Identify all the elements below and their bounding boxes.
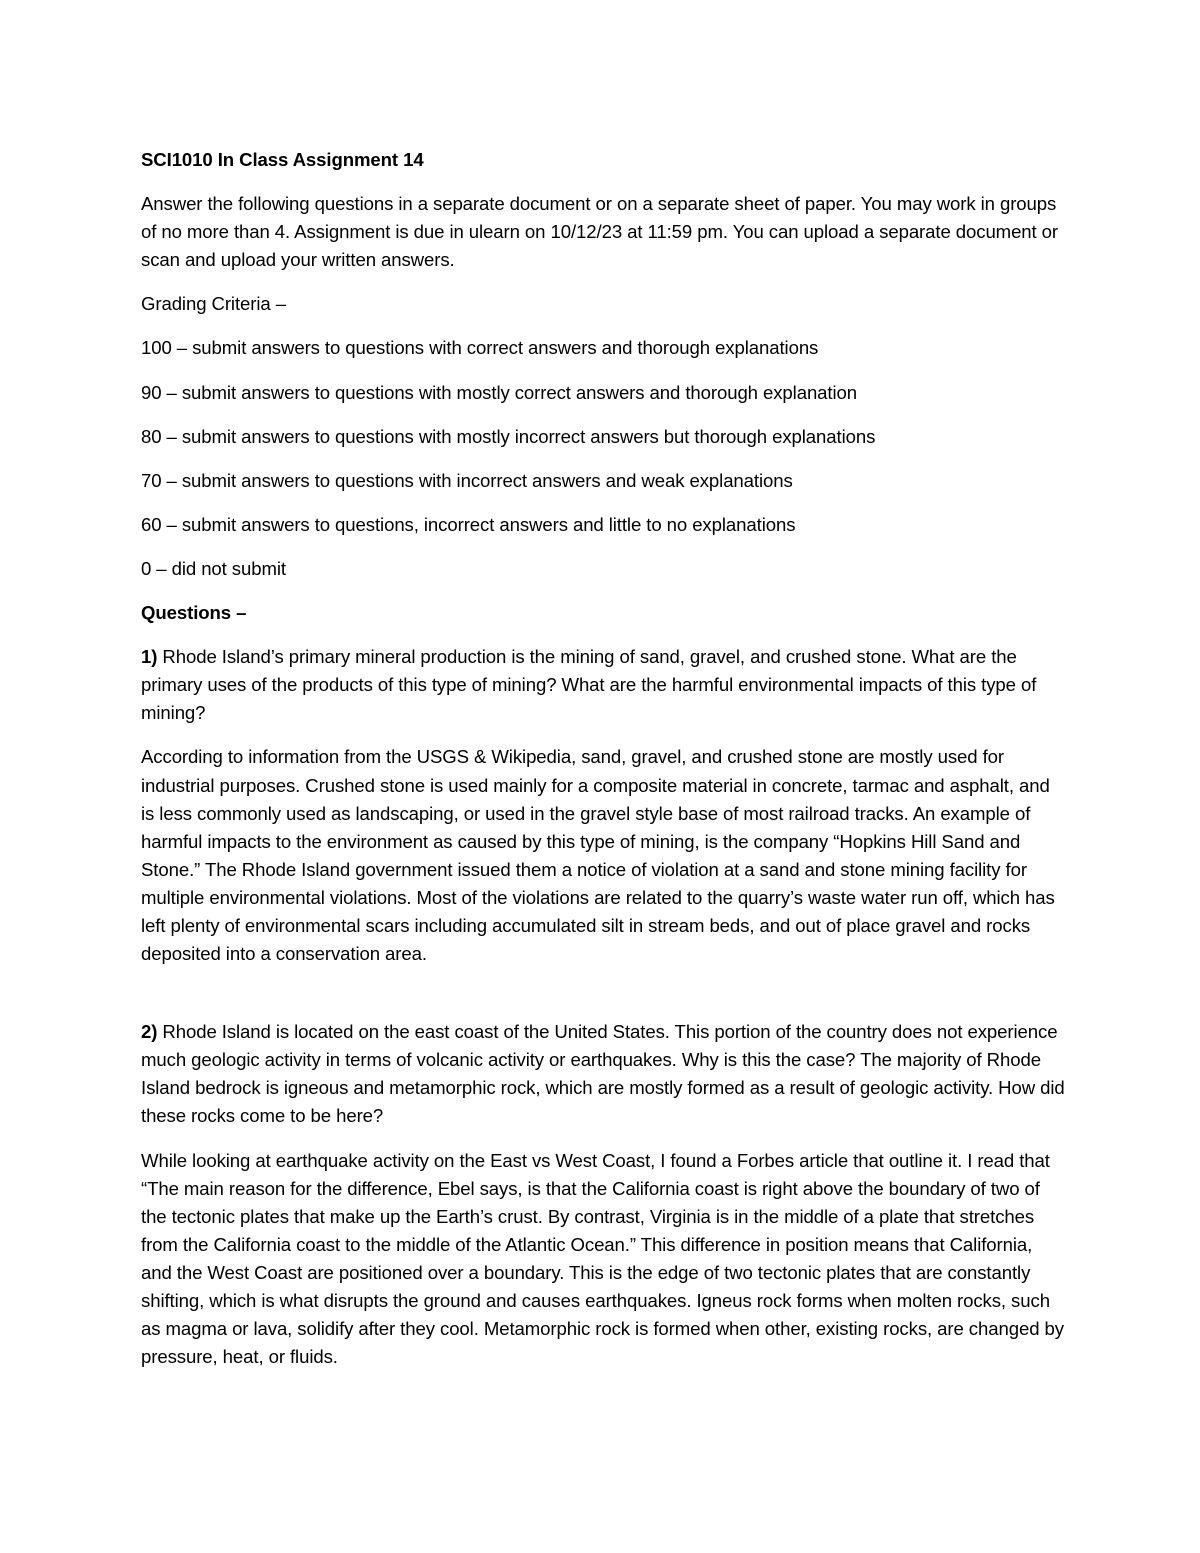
grading-criterion: 90 – submit answers to questions with mostly correct answers and thorough explanation bbox=[141, 381, 858, 403]
document-body bbox=[141, 146, 1066, 1387]
blank-line bbox=[141, 984, 1066, 1018]
grading-criteria-list bbox=[141, 334, 1066, 583]
grading-criterion: 60 – submit answers to questions, incorrect answers and little to no explanations bbox=[141, 513, 796, 535]
grading-criterion: 70 – submit answers to questions with incorrect answers and weak explanations bbox=[141, 469, 793, 491]
question-text: Rhode Island is located on the east coast of the United States. This portion of the country does not experience much geologic activity in terms of volcanic activity or earthquakes. Why is this the case? The majority of Rhode Island bedrock is igneous and metamorphic rock, which are mostly formed as a result of geologic activity. How did these rocks come to be here? bbox=[141, 1021, 1065, 1127]
questions-heading: Questions – bbox=[141, 602, 247, 624]
question-2-prompt bbox=[141, 1018, 1066, 1130]
instructions-paragraph: Answer the following questions in a separate document or on a separate sheet of paper. You may work in groups of no more than 4. Assignment is due in ulearn on 10/12/23 at 11:59 pm. You can upload a separate document or scan and upload your written answers. bbox=[141, 193, 1059, 271]
document-title: SCI1010 In Class Assignment 14 bbox=[141, 149, 424, 170]
grading-criteria-heading: Grading Criteria – bbox=[141, 293, 286, 315]
question-number: 2) bbox=[141, 1021, 158, 1043]
grading-criterion: 80 – submit answers to questions with mostly incorrect answers but thorough explanations bbox=[141, 425, 876, 447]
question-1-answer: According to information from the USGS & Wikipedia, sand, gravel, and crushed stone are mostly used for industrial purposes. Crushed stone is used mainly for a composite material in concrete, tarmac and asphalt, and is less commonly used as landscaping, or used in the gravel style base of most railroad tracks. An example of harmful impacts to the environment as caused by this type of mining, is the company “Hopkins Hill Sand and Stone.” The Rhode Island government issued them a notice of violation at a sand and stone mining facility for multiple environmental violations. Most of the violations are related to the quarry’s waste water run off, which has left plenty of environmental scars including accumulated silt in stream beds, and out of place gravel and rocks deposited into a conservation area. bbox=[141, 746, 1055, 965]
question-1-prompt bbox=[141, 643, 1066, 727]
question-text: Rhode Island’s primary mineral production is the mining of sand, gravel, and crushed stone. What are the primary uses of the products of this type of mining? What are the harmful environmental impacts of this type of mining? bbox=[141, 646, 1037, 724]
grading-criterion: 100 – submit answers to questions with correct answers and thorough explanations bbox=[141, 337, 819, 359]
question-number: 1) bbox=[141, 646, 158, 668]
grading-criterion: 0 – did not submit bbox=[141, 557, 286, 579]
question-2-answer: While looking at earthquake activity on the East vs West Coast, I found a Forbes article that outline it. I read that “The main reason for the difference, Ebel says, is that the California coast is right above the boundary of two of the tectonic plates that make up the Earth’s crust. By contrast, Virginia is in the middle of a plate that stretches from the California coast to the middle of the Atlantic Ocean.” This difference in position means that California, and the West Coast are positioned over a boundary. This is the edge of two tectonic plates that are constantly shifting, which is what disrupts the ground and causes earthquakes. Igneus rock forms when molten rocks, such as magma or lava, solidify after they cool. Metamorphic rock is formed when other, existing rocks, are changed by pressure, heat, or fluids. bbox=[141, 1149, 1064, 1368]
